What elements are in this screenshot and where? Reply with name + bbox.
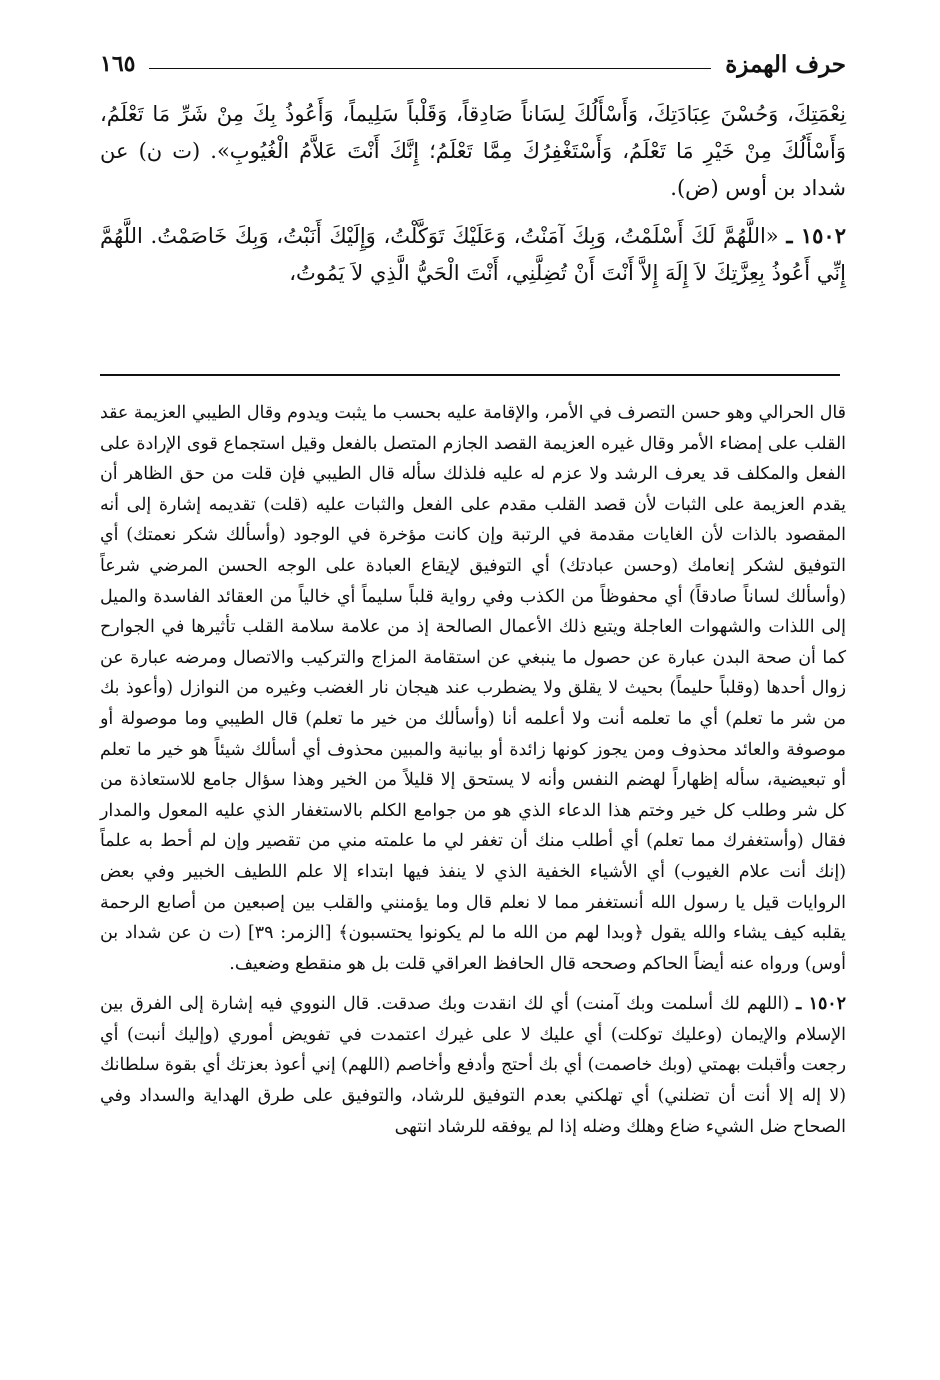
chapter-title: حرف الهمزة xyxy=(725,50,846,78)
running-header xyxy=(100,44,846,84)
commentary-paragraph-2-body: (اللهم لك أسلمت وبك آمنت) أي لك انقدت وبك صدقت. قال النووي فيه إشارة إلى الفرق بين الإسلام والإيمان (وعليك توكلت) أي عليك لا على غيرك اعتمدت في تفويض أموري (وإليك أنبت) أي رجعت وأقبلت بهمتي (وبك خاصمت) أي بك أحتج وأدفع وأخاصم (اللهم) إني أعوذ بعزتك أي بقوة سلطانك (لا إله إلا أنت أن تضلني) أي تهلكني بعدم التوفيق للرشاد، والتوفيق على طرق الهداية والسداد وفي الصحاح ضل الشيء ضاع وهلك وضله إذا لم يوفقه للرشاد انتهى xyxy=(100,994,846,1137)
hadith-text xyxy=(100,96,846,292)
commentary-paragraph-2 xyxy=(100,989,846,1142)
hadith-body: «اللَّهُمَّ لَكَ أَسْلَمْتُ، وَبِكَ آمَنْتُ، وَعَلَيْكَ تَوَكَّلْتُ، وَإِلَيْكَ أَنَبْتُ، وَبِكَ خَاصَمْتُ. اللَّهُمَّ إِنِّي أَعُوذُ بِعِزَّتِكَ لاَ إِلَهَ إِلاَّ أَنْتَ أَنْ تُضِلَّنِي، أَنْتَ الْحَيُّ الَّذِي لاَ يَمُوتُ، xyxy=(100,224,846,285)
hadith-1502 xyxy=(100,217,846,292)
page-number: ١٦٥ xyxy=(100,51,136,77)
header-rule xyxy=(149,68,711,69)
commentary-number: ١٥٠٢ ـ xyxy=(796,994,846,1015)
hadith-continuation: نِعْمَتِكَ، وَحُسْنَ عِبَادَتِكَ، وَأَسْأَلُكَ لِسَاناً صَادِقاً، وَقَلْباً سَلِيماً، وَأَعُوذُ بِكَ مِنْ شَرِّ مَا تَعْلَمُ، وَأَسْأَلُكَ مِنْ خَيْرِ مَا تَعْلَمُ، وَأَسْتَغْفِرُكَ مِمَّا تَعْلَمُ؛ إِنَّكَ أَنْتَ عَلاَّمُ الْغُيُوبِ». (ت ن) عن شداد بن أوس (ض). xyxy=(100,102,846,200)
hadith-number: ١٥٠٢ ـ xyxy=(786,223,846,248)
commentary-text xyxy=(100,398,846,1142)
commentary-paragraph-1: قال الحرالي وهو حسن التصرف في الأمر، والإقامة عليه بحسب ما يثبت ويدوم وقال الطيبي العزيمة عقد القلب على إمضاء الأمر وقال غيره العزيمة القصد الجازم المتصل بالفعل وقيل استجماع قوى الإرادة على الفعل والمكلف قد يعرف الرشد ولا عزم له عليه فلذلك سأله قال الطيبي فإن قلت من حق الظاهر أن يقدم العزيمة على الثبات لأن قصد القلب مقدم على الفعل والثبات عليه (قلت) تقديمه إشارة إلى أنه المقصود بالذات لأن الغايات مقدمة في الرتبة وإن كانت مؤخرة في الوجود (وأسألك شكر نعمتك) أي التوفيق لشكر إنعامك (وحسن عبادتك) أي التوفيق لإيقاع العبادة على الوجه الحسن المرضي شرعاً (وأسألك لساناً صادقاً) أي محفوظاً من الكذب وفي رواية قلباً سليماً أي خالياً من العقائد الفاسدة والميل إلى اللذات والشهوات العاجلة ويتبع ذلك الأعمال الصالحة إذ من علامة سلامة القلب تأثيرها في الجوارح كما أن صحة البدن عبارة عن حصول ما ينبغي عن استقامة المزاج والتركيب والاتصال ومرضه عبارة عن زوال أحدها (وقلباً حليماً) بحيث لا يقلق ولا يضطرب عند هيجان نار الغضب وغيره من النوازل (وأعوذ بك من شر ما تعلم) أي ما تعلمه أنت ولا أعلمه أنا (وأسألك من خير ما تعلم) قال الطيبي وما موصولة أو موصوفة والعائد محذوف ومن يجوز كونها زائدة أو بيانية والمبين محذوف أي أسألك شيئاً هو خير ما تعلم أو تبعيضية، سأله إظهاراً لهضم النفس وأنه لا يستحق إلا قليلاً من الخير وهذا سؤال جامع للاستعاذة من كل شر وطلب كل خير وختم هذا الدعاء الذي هو من جوامع الكلم بالاستغفار الذي عليه المعول والمدار فقال (وأستغفرك مما تعلم) أي أطلب منك أن تغفر لي ما علمته مني من تقصير وإن لم أحط به علماً (إنك أنت علام الغيوب) أي الأشياء الخفية الذي لا ينفذ فيها ابتداء إلا علم اللطيف الخبير وفي بعض الروايات قيل يا رسول الله أنستغفر مما لا نعلم قال وما يؤمنني والقلب بين إصبعين من أصابع الرحمة يقلبه كيف يشاء والله يقول ﴿وبدا لهم من الله ما لم يكونوا يحتسبون﴾ [الزمر: ٣٩] (ت ن عن شداد بن أوس) ورواه عنه أيضاً الحاكم وصححه قال الحافظ العراقي قلت بل هو منقطع وضعيف. xyxy=(100,403,846,974)
footnote-divider xyxy=(100,374,840,376)
